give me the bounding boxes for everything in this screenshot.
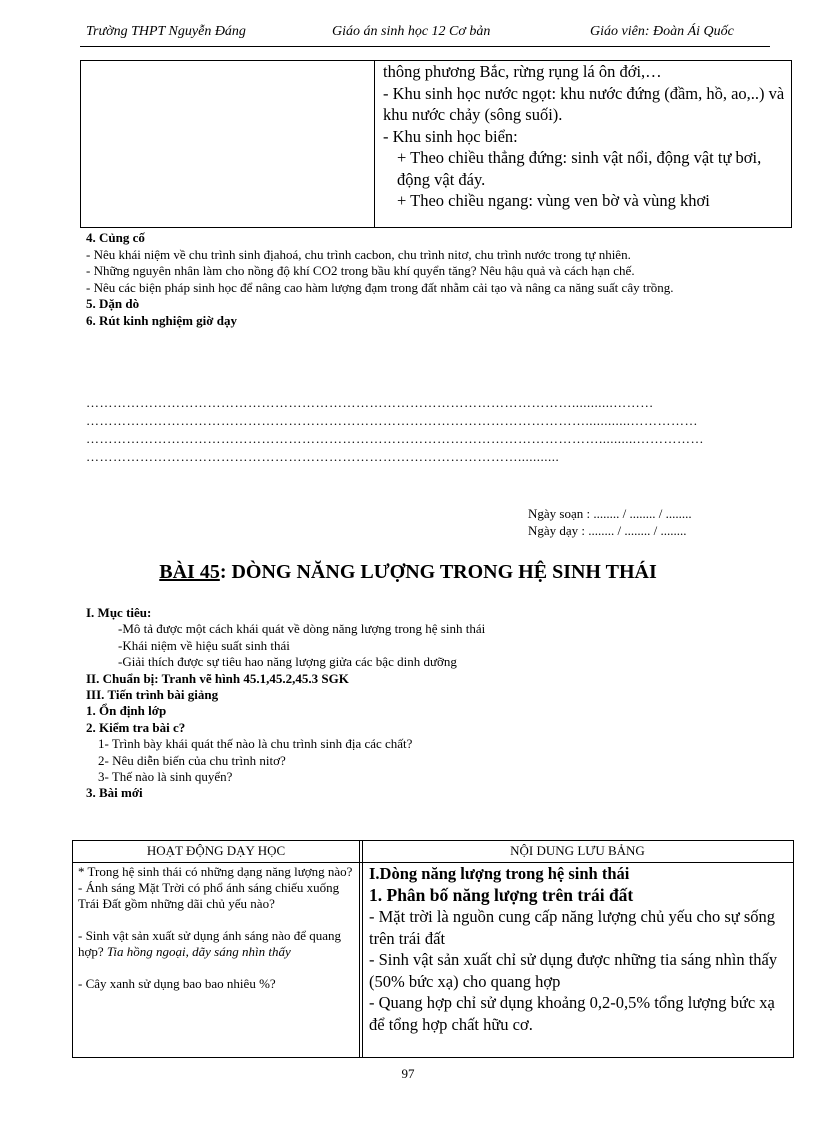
page-header bbox=[86, 24, 766, 46]
lesson-table bbox=[72, 840, 794, 1058]
objectives-heading: I. Mục tiêu: bbox=[86, 605, 152, 620]
header-subject: Giáo án sinh học 12 Cơ bản bbox=[332, 24, 491, 39]
content-heading: I.Dòng năng lượng trong hệ sinh thái bbox=[369, 864, 630, 883]
consolidation-item: - Nêu các biện pháp sinh học để nâng cao hàm lượng đạm trong đất nhằm cải tạo và nâng ca năng suất cây trồng. bbox=[86, 279, 674, 295]
table-line: - Khu sinh học nước ngọt: khu nước đứng (đầm, hồ, ao,..) và khu nước chảy (sông suối). bbox=[383, 83, 785, 124]
objective-item: -Giải thích được sự tiêu hao năng lượng giửa các bậc dinh dưỡng bbox=[118, 654, 457, 670]
col-header-activities: HOẠT ĐỘNG DẠY HỌC bbox=[146, 843, 286, 858]
activity-question-text: - Sinh vật sản xuất sử dụng ánh sáng nào để quang hợp? bbox=[78, 928, 342, 959]
preparation-heading: II. Chuẩn bị: Tranh vẽ hình 45.1,45.2,45.3 SGK bbox=[86, 670, 349, 686]
dates-block bbox=[528, 505, 692, 539]
content-subheading: 1. Phân bố năng lượng trên trái đất bbox=[369, 884, 634, 905]
content-paragraph: - Mặt trời là nguồn cung cấp năng lượng chủ yếu cho sự sống trên trái đất bbox=[369, 907, 776, 948]
lesson-table-header bbox=[73, 841, 793, 863]
table-line: thông phương Bắc, rừng rụng lá ôn đới,… bbox=[383, 62, 662, 81]
column-divider bbox=[359, 841, 360, 1057]
table-line: - Khu sinh học biển: bbox=[383, 126, 518, 146]
activity-question: - Cây xanh sử dụng bao bao nhiêu %? bbox=[78, 976, 276, 991]
objectives-section bbox=[86, 605, 776, 802]
experience-heading: 6. Rút kinh nghiệm giờ dạy bbox=[86, 312, 237, 328]
dotted-line: …………………………………………………………………………………………………............…………… bbox=[86, 413, 698, 428]
header-divider bbox=[80, 46, 770, 47]
stabilize-heading: 1. Ổn định lớp bbox=[86, 703, 167, 719]
teach-date: Ngày dạy : ........ / ........ / ........ bbox=[528, 523, 687, 538]
consolidation-item: - Nêu khái niệm về chu trình sinh địahoá, chu trình cacbon, chu trình nitơ, chu trình nước trong tự nhiên. bbox=[86, 246, 631, 262]
continuation-table-left-cell bbox=[81, 61, 375, 227]
page-number: 97 bbox=[401, 1066, 415, 1081]
header-teacher: Giáo viên: Đoàn Ái Quốc bbox=[590, 24, 734, 39]
process-heading: III. Tiến trình bài giảng bbox=[86, 687, 219, 703]
activity-question: - Ánh sáng Mặt Trời có phổ ánh sáng chiếu xuống Trái Đất gồm những dãi chủ yếu nào? bbox=[78, 880, 340, 911]
check-question: 1- Trình bày khái quát thế nào là chu trình sinh địa các chất? bbox=[98, 736, 413, 752]
consolidation-section bbox=[86, 230, 768, 329]
lesson-title bbox=[0, 561, 816, 584]
activity-question bbox=[78, 928, 356, 960]
prep-date: Ngày soạn : ........ / ........ / ........ bbox=[528, 506, 692, 521]
continuation-table-right-cell bbox=[375, 61, 791, 227]
objective-item: -Khái niệm về hiệu suất sinh thái bbox=[118, 637, 290, 653]
dotted-line: ………………………………………………………………………………………………...........……… bbox=[86, 395, 654, 410]
content-paragraph: - Sinh vật sản xuất chỉ sử dụng được những tia sáng nhìn thấy (50% bức xạ) cho quang hợp bbox=[369, 950, 778, 991]
col-header-content: NỘI DUNG LƯU BẢNG bbox=[510, 843, 645, 858]
consolidation-heading: 4. Củng cố bbox=[86, 230, 145, 245]
content-paragraph: - Quang hợp chỉ sử dụng khoảng 0,2-0,5% tổng lượng bức xạ để tổng hợp chất hữu cơ. bbox=[369, 993, 775, 1034]
activities-cell bbox=[78, 864, 356, 992]
dotted-line: ……………………………………………………………………………………........... bbox=[86, 449, 560, 464]
activity-question: * Trong hệ sinh thái có những dạng năng lượng nào? bbox=[78, 864, 353, 879]
objective-item: -Mô tả được một cách khái quát về dòng năng lượng trong hệ sinh thái bbox=[118, 621, 486, 637]
spacer bbox=[78, 912, 356, 928]
activity-answer: Tia hồng ngoại, dãy sáng nhìn thấy bbox=[106, 944, 291, 959]
table-line: + Theo chiều thẳng đứng: sinh vật nổi, động vật tự bơi, động vật đáy. bbox=[397, 148, 762, 189]
column-divider bbox=[362, 841, 363, 1057]
check-question: 3- Thế nào là sinh quyển? bbox=[98, 769, 233, 785]
continuation-table bbox=[80, 60, 792, 228]
homework-heading: 5. Dặn dò bbox=[86, 296, 140, 311]
check-heading: 2. Kiểm tra bài c? bbox=[86, 719, 186, 735]
new-lesson-heading: 3. Bài mới bbox=[86, 785, 143, 801]
check-question: 2- Nêu diễn biến của chu trình nitơ? bbox=[98, 752, 286, 768]
table-line: + Theo chiều ngang: vùng ven bờ và vùng khơi bbox=[397, 191, 710, 210]
header-school: Trường THPT Nguyễn Đáng bbox=[86, 24, 246, 39]
content-cell bbox=[369, 863, 789, 1035]
spacer bbox=[78, 960, 356, 976]
lesson-name: : DÒNG NĂNG LƯỢNG TRONG HỆ SINH THÁI bbox=[219, 561, 657, 583]
dotted-line: ……………………………………………………………………………………………………..........…………… bbox=[86, 431, 704, 446]
consolidation-item: - Những nguyên nhân làm cho nồng độ khí CO2 trong bầu khí quyển tăng? Nêu hậu quả và cách hạn chế. bbox=[86, 263, 635, 278]
lesson-number: BÀI 45 bbox=[159, 561, 220, 583]
